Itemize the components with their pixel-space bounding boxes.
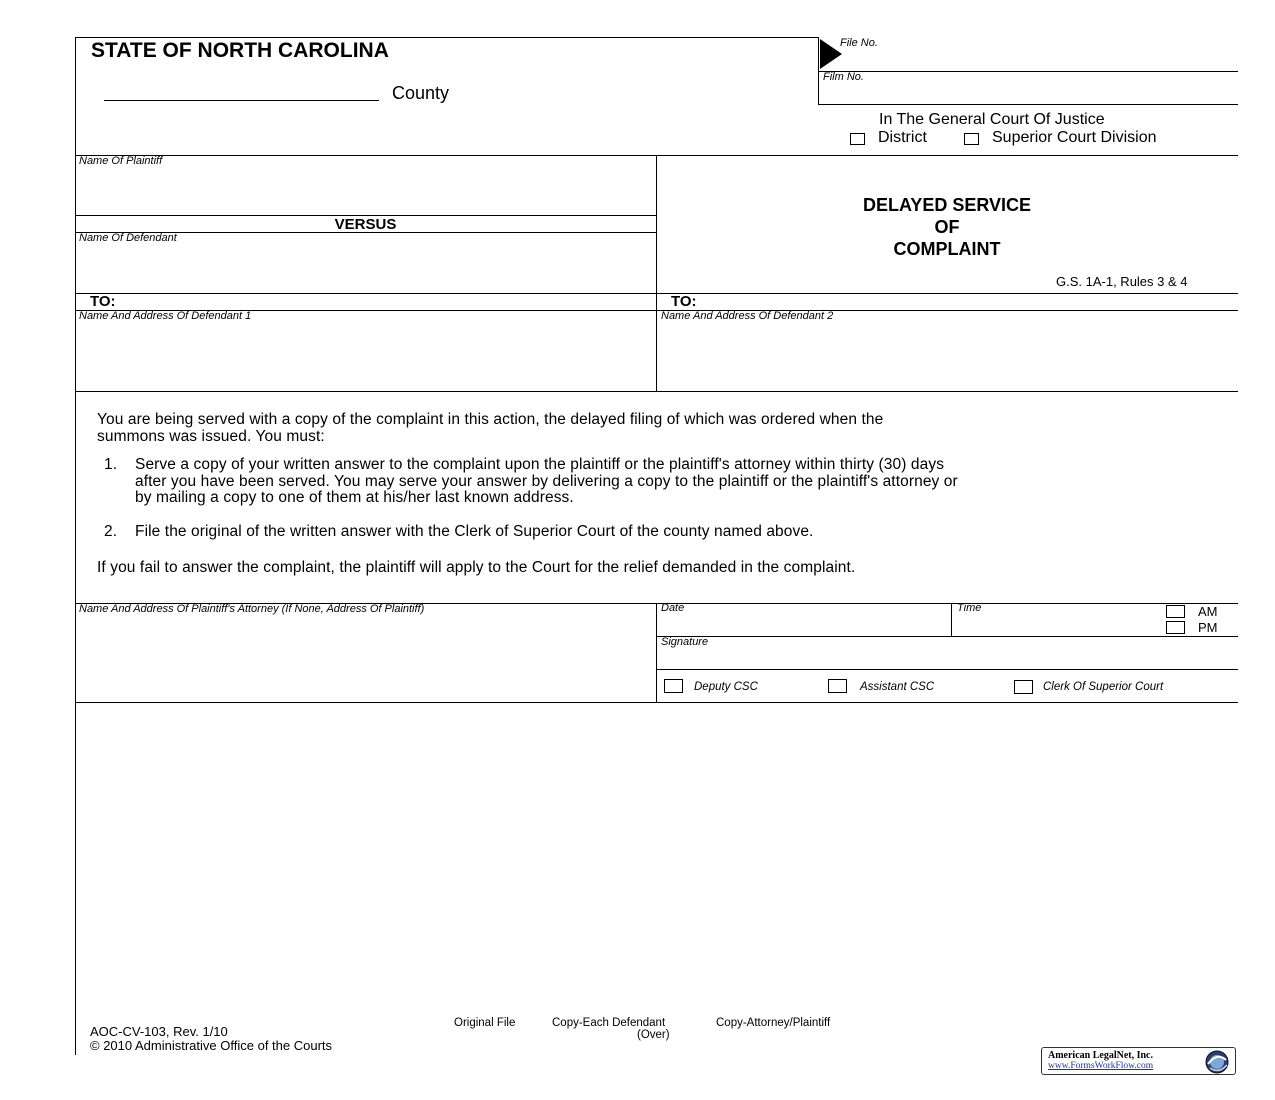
date-label: Date [661,602,685,614]
pm-label: PM [1198,620,1218,635]
item1-line-3: by mailing a copy to one of them at his/her last known address. [135,489,574,506]
copyright: © 2010 Administrative Office of the Courts [90,1038,333,1053]
form-id: AOC-CV-103, Rev. 1/10 [90,1024,228,1039]
am-label: AM [1198,604,1218,619]
over-note: (Over) [637,1029,670,1041]
defendant1-address-label: Name And Address Of Defendant 1 [79,310,252,322]
intro-line-2: summons was issued. You must: [97,428,325,445]
to-label-1: TO: [90,293,116,310]
title-line-3: COMPLAINT [893,239,1001,259]
defendant-bottom [75,293,1238,294]
county-label: County [392,83,450,103]
plaintiff-label: Name Of Plaintiff [79,155,163,167]
statute-ref: G.S. 1A-1, Rules 3 & 4 [1056,274,1188,289]
district-label: District [878,129,927,146]
file-box-bottom [818,104,1238,105]
film-no-label: Film No. [823,71,864,83]
title-line-1: DELAYED SERVICE [862,195,1032,215]
item1-number: 1. [104,456,118,473]
film-no-field[interactable] [880,82,1235,102]
defendant-field[interactable] [79,247,649,291]
time-field[interactable] [957,616,1157,634]
file-no-label: File No. [840,37,878,49]
superior-checkbox[interactable] [964,133,979,145]
assistant-checkbox[interactable] [828,679,847,693]
superior-label: Superior Court Division [992,129,1157,146]
closing-text: If you fail to answer the complaint, the plaintiff will apply to the Court for the relief demanded in the complaint. [97,559,856,576]
deputy-checkbox[interactable] [664,679,683,693]
pm-checkbox[interactable] [1166,621,1185,634]
signature-field[interactable] [661,650,1233,667]
time-label: Time [957,602,982,614]
file-box-mid [818,71,1238,72]
defendant-label: Name Of Defendant [79,232,177,244]
file-no-field[interactable] [845,50,1235,70]
signature-bottom [656,669,1238,670]
distribution-attorney: Copy-Attorney/Plaintiff [716,1017,831,1029]
signature-label: Signature [661,636,709,648]
county-blank-line[interactable] [104,100,379,101]
left-border [75,37,76,1055]
to-label-2: TO: [671,293,697,310]
brand-logo-box[interactable] [1041,1047,1236,1075]
defendant2-address-field[interactable] [661,325,1233,387]
attorney-field[interactable] [79,618,649,698]
versus-label: VERSUS [334,216,397,233]
item1-line-2: after you have been served. You may serve your answer by delivering a copy to the plaintiff or the plaintiff's attorney or [135,473,958,490]
distribution-defendant: Copy-Each Defendant [552,1017,666,1029]
attorney-label: Name And Address Of Plaintiff's Attorney (If None, Address Of Plaintiff) [79,603,425,615]
sig-bottom [75,702,1238,703]
date-time-divider [951,603,952,636]
party-divider-vertical [656,155,657,392]
date-field[interactable] [661,616,946,634]
brand-name: American LegalNet, Inc. [1048,1050,1153,1061]
item1-line-1: Serve a copy of your written answer to the complaint upon the plaintiff or the plaintiff's attorney within thirty (30) days [135,456,945,473]
sig-divider-vertical [656,603,657,703]
item2-number: 2. [104,523,118,540]
plaintiff-field[interactable] [79,170,649,212]
defendant2-address-label: Name And Address Of Defendant 2 [661,310,834,322]
arrow-marker-icon [820,39,842,69]
court-line: In The General Court Of Justice [879,111,1105,128]
date-bottom [656,636,1238,637]
item2-text: File the original of the written answer with the Clerk of Superior Court of the county named above. [135,523,814,540]
intro-line-1: You are being served with a copy of the complaint in this action, the delayed filing of which was ordered when the [97,411,884,428]
clerk-label: Clerk Of Superior Court [1043,681,1164,693]
top-border [75,37,818,38]
title-line-2: OF [934,217,960,237]
brand-url[interactable]: www.FormsWorkFlow.com [1048,1061,1154,1071]
clerk-checkbox[interactable] [1014,680,1033,694]
globe-icon [1199,1048,1233,1075]
distribution-original: Original File [454,1017,516,1029]
am-checkbox[interactable] [1166,605,1185,618]
assistant-label: Assistant CSC [860,681,935,693]
deputy-label: Deputy CSC [694,681,758,693]
state-title: STATE OF NORTH CAROLINA [91,39,389,62]
defendant1-address-field[interactable] [79,325,649,387]
address-bottom [75,391,1238,392]
district-checkbox[interactable] [850,133,865,145]
